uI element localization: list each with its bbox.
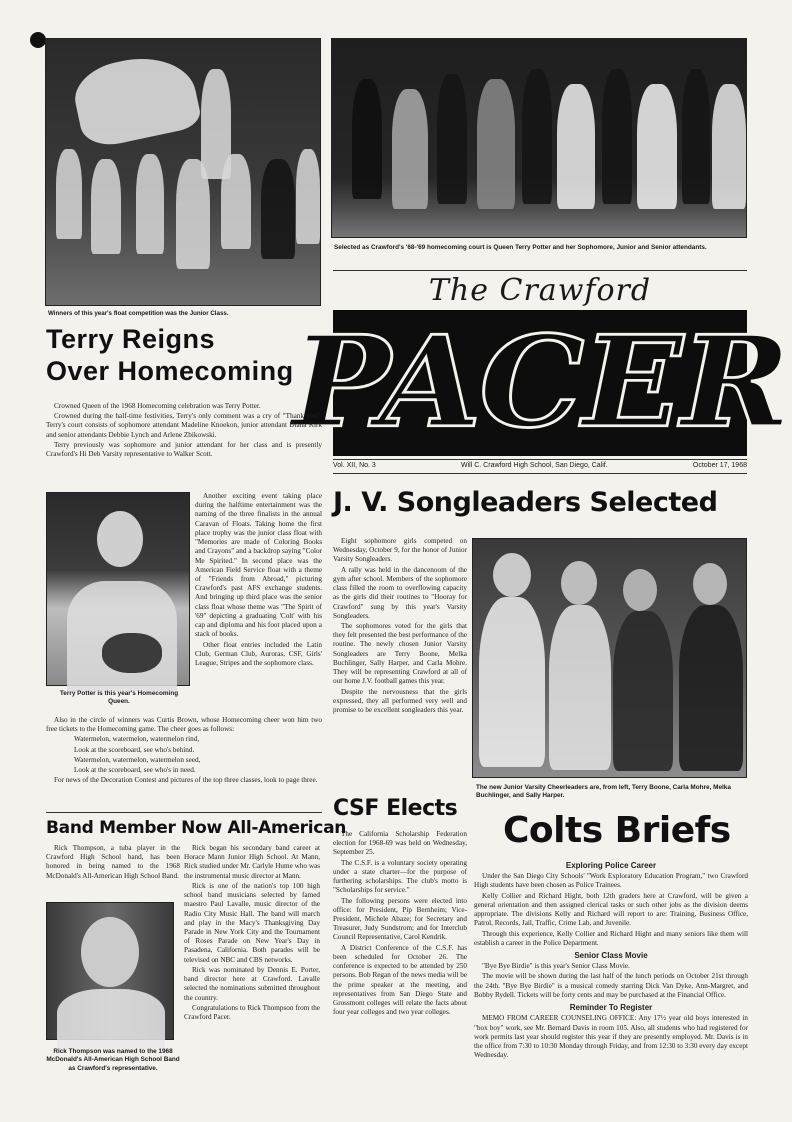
homecoming-p1: Crowned Queen of the 1968 Homecoming celebration was Terry Potter.: [54, 402, 261, 410]
homecoming-intro: [46, 402, 322, 460]
homecoming-p4: Also in the circle of winners was Curtis Brown, whose Homecoming cheer won him two free tickets to the Homecoming game. The cheer goes as follows:: [46, 716, 322, 734]
masthead-title: PACER: [291, 308, 789, 457]
homecoming-col-p2: Other float entries included the Latin Club, German Club, Auroras, CSF, Girls' League, Stripes and the sophomore class.: [195, 640, 322, 667]
songleaders-p1: Eight sophomore girls competed on Wednesday, October 9, for the honor of Junior Varsity Songleaders.: [333, 537, 467, 564]
songleaders-headline: J. V. Songleaders Selected: [333, 487, 718, 518]
homecoming-p2: Crowned during the half-time festivities, Terry's only comment was a cry of "Thank you." Terry's court consists of sophomore attendant Madeline Knoekon, junior attendant Diana Kirk and senior attendants Debbie Lynch and Arlene Zbikowski.: [46, 412, 322, 439]
homecoming-column: [195, 492, 322, 669]
songleaders-photo-caption: The new Junior Varsity Cheerleaders are, from left, Terry Boone, Carla Mohre, Melka Buchlinger, and Sally Harper.: [476, 784, 731, 800]
cheer-line-4: Look at the scoreboard, see who's in need.: [74, 766, 196, 775]
float-photo: [45, 38, 321, 306]
briefs-police-title: Exploring Police Career: [565, 861, 657, 870]
csf-headline: CSF Elects: [333, 796, 458, 821]
band-member-photo: [46, 902, 174, 1040]
csf-p1: The California Scholarship Federation election for 1968-69 was held on Wednesday, September 25.: [333, 830, 467, 857]
songleaders-p3: The sophomores voted for the girls that they felt presented the best performance of the routine. The newly chosen Junior Varsity Songleaders are Terry Boone, Melka Buchlinger, Sally Harper, and Carla Mohre. They will be representing Crawford at all of our home J.V. football games this year.: [333, 621, 467, 686]
homecoming-col-p1: Another exciting event taking place during the halftime entertainment was the naming of the three finalists in the annual Caravan of Floats. Taking home the first place trophy was the junior class float with "Memories are made of Coloring Books and Crayons" and a backdrop saying "Color Me Spirited." In second place was the American Field Service float with a theme of "Friends from Abroad," picturing Crawford's past AFS exchange students. And bringing up third place was the senior class float whose theme was "The Spirit of '69" depicting a graduating 'Colt' with his cap and diploma and his foot placed upon a stack of books.: [195, 492, 322, 639]
briefs-column: [474, 858, 748, 1061]
band-p5: Congratulations to Rick Thompson from the Crawford Pacer.: [184, 1003, 320, 1021]
briefs-movie-p2: The movie will be shown during the last half of the lunch periods on October 21st through the 24th. "Bye Bye Birdie" is a musical comedy starring Dick Van Dyke, Ann-Margret, and Bobby Rydell. Tickets will be forty cents and may be purchased at the Financial Office.: [474, 972, 748, 999]
band-p3: Rick is one of the nation's top 100 high school band musicians selected by famed maestro Paul Lavalle, music director of the Radio City Music Hall. The band will march and play in the Macy's Thanksgiving Day Parade in New York City and the Tournament of Roses Parade on New Year's Day in Pasadena, California. Both parades will be televised on NBC and CBS networks.: [184, 881, 320, 964]
csf-p3: The following persons were elected into office: for President, Pip Bernheim; Vice-President, Michele Abaze; for Secretary and Treasurer, Judy Sundstrom; and for Interclub Council Representative, Carol Kendrik.: [333, 896, 467, 942]
folio-bottom-rule: [333, 473, 747, 474]
queen-photo-caption: Terry Potter is this year's Homecoming Queen.: [59, 690, 179, 706]
queen-photo: [46, 492, 190, 686]
briefs-police-p3: Through this experience, Kelly Collier and Richard Hight and many seniors like them will establish a career in the Police Department.: [474, 929, 748, 947]
binder-hole: [30, 32, 46, 48]
briefs-headline: Colts Briefs: [503, 810, 731, 851]
cheer-line-1: Watermelon, watermelon, watermelon rind,: [74, 735, 200, 744]
band-headline: Band Member Now All-American: [46, 818, 347, 838]
court-photo-caption: Selected as Crawford's '68-'69 homecoming court is Queen Terry Potter and her Sophomore, Junior and Senior attendants.: [334, 244, 707, 251]
briefs-movie-title: Senior Class Movie: [574, 950, 648, 960]
band-story-left: [46, 844, 180, 882]
briefs-movie-p1: "Bye Bye Birdie" is this year's Senior Class Movie.: [482, 962, 630, 971]
cheer-line-3: Watermelon, watermelon, watermelon seed,: [74, 755, 201, 764]
homecoming-continued: [46, 716, 322, 787]
songleaders-photo: [472, 538, 747, 778]
homecoming-court-photo: [331, 38, 747, 238]
band-photo-caption: Rick Thompson was named to the 1968 McDonald's All-American High School Band as Crawford's representative.: [46, 1048, 180, 1072]
homecoming-headline-line2: Over Homecoming: [46, 356, 294, 386]
csf-p2: The C.S.F. is a voluntary society operating under a state charter—for the purpose of furthering scholarships. The club's motto is "Scholarships for service.": [333, 858, 467, 895]
songleaders-p2: A rally was held in the dancenoom of the gym after school. Members of the sophomore class filled the room to overflowing capacity as the girls did their routines to "Hooray for Crawford" sung by this year's Varsity Songleaders.: [333, 565, 467, 620]
nameplate: [291, 308, 789, 457]
band-p1: Rick Thompson, a tuba player in the Crawford High School band, has been honored in being named to the 1968 McDonald's All-American High School Band.: [46, 844, 180, 880]
masthead-top-rule: [333, 270, 747, 271]
cheer-line-2: Look at the scoreboard, see who's behind.: [74, 745, 195, 754]
band-top-rule: [46, 812, 322, 813]
homecoming-p3: Terry previously was sophomore and junior attendant for her class and is presently Crawford's Hi Deb Varsity representative to Walker Scott.: [46, 440, 322, 459]
songleaders-p4: Despite the nervousness that the girls expressed, they all performed very well and promise to be excellent songleaders this year.: [333, 687, 467, 714]
band-story-right: [184, 844, 320, 1023]
masthead-the-crawford: The Crawford: [428, 273, 652, 308]
float-photo-caption: Winners of this year's float competition was the Junior Class.: [48, 310, 229, 317]
csf-p4: A District Conference of the C.S.F. has been scheduled for October 26. The conference is expected to be attended by 250 persons. Bob Regan of the news media will be the prime speaker at the meeting, and representatives from San Diego State and Grossmont colleges will relate the facts about four year colleges and two year colleges.: [333, 943, 467, 1017]
issue-date: October 17, 1968: [692, 462, 747, 469]
homecoming-headline-line1: Terry Reigns: [46, 324, 216, 354]
folio-line: [333, 462, 747, 469]
csf-story: [333, 830, 467, 1018]
homecoming-p5: For news of the Decoration Contest and pictures of the top three classes, look to page three.: [54, 776, 318, 785]
songleaders-story: [333, 537, 467, 716]
volume-number: Vol. XII, No. 3: [333, 462, 376, 469]
band-p4: Rick was nominated by Dennis E. Porter, band director here at Crawford. Lavalle selected the nominations submitted throughout the country.: [184, 965, 320, 1002]
school-name: Will C. Crawford High School, San Diego, Calif.: [461, 462, 608, 469]
briefs-police-p2: Kelly Collier and Richard Hight, both 12th graders here at Crawford, will be given a general orientation and then assigned clerical tasks or such other jobs as the division deems appropriate. The divisions Kelly and Richard will report to are: Training, Business Office, Patrol, Records, Jail, Traffic, Crime Lab, and Juvenile.: [474, 891, 748, 928]
briefs-register-title: Reminder To Register: [569, 1003, 653, 1013]
band-p2: Rick began his secondary band career at Horace Mann Junior High School. At Mann, Rick studied under Mr. Carlyle Hume who was the instrumental music director at Mann.: [184, 844, 320, 880]
folio-top-rule: [333, 459, 747, 460]
briefs-police-p1: Under the San Diego City Schools' "Work Exploratory Education Program," two Crawford High students have been chosen as Police Trainees.: [474, 872, 748, 890]
briefs-register-p1: MEMO FROM CAREER COUNSELING OFFICE: Any 17½ year old boys interested in "box boy" work, see Mr. Bernard Davis in room 105. Also, all students who had registered for work permits last year should register this year if they are presently employed. Mr. Davis is in the office from 7:30 to 10:30 Monday through Friday, and from 12:30 to 3:30 every day except Wednesday.: [474, 1014, 748, 1060]
